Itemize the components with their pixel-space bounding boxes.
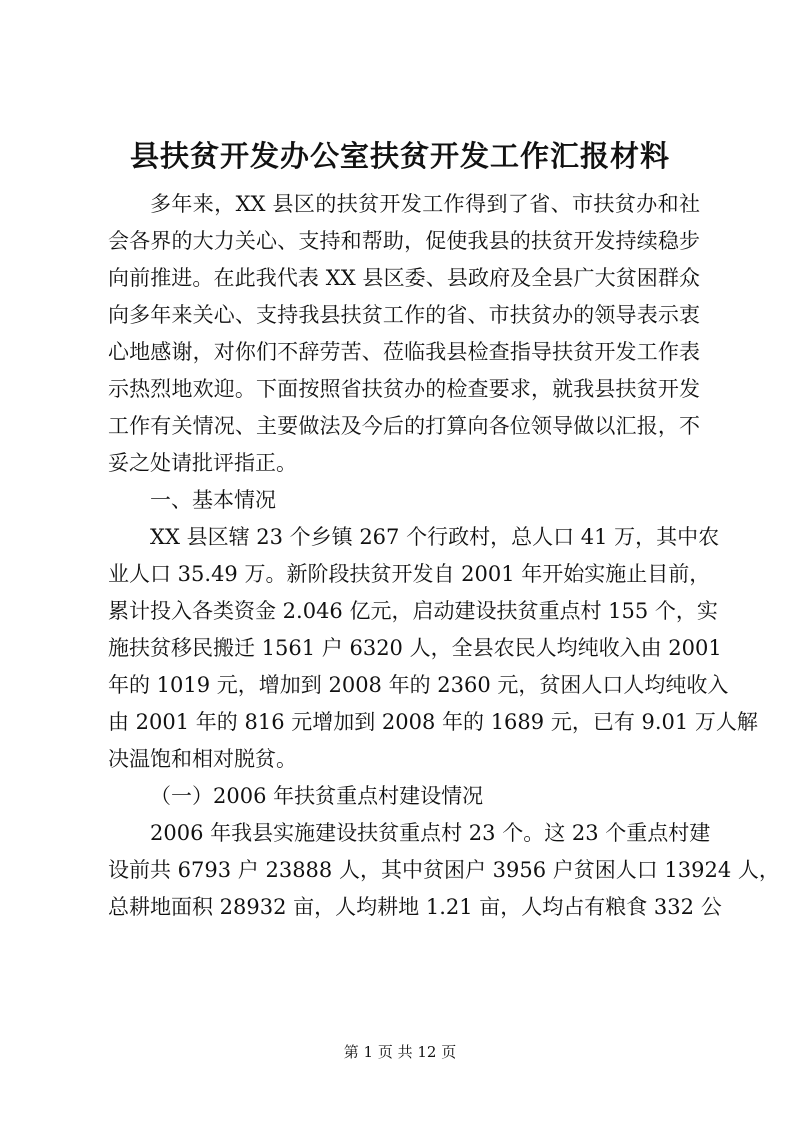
body-line: 2006 年我县实施建设扶贫重点村 23 个。这 23 个重点村建 (150, 821, 711, 845)
page-footer: 第 1 页 共 12 页 (343, 1043, 457, 1061)
body-line: 心地感谢，对你们不辞劳苦、莅临我县检查指导扶贫开发工作表 (108, 340, 700, 364)
body-line: XX 县区辖 23 个乡镇 267 个行政村，总人口 41 万，其中农 (150, 525, 720, 549)
subsection-heading: （一）2006 年扶贫重点村建设情况 (150, 784, 484, 808)
body-line: 设前共 6793 户 23888 人，其中贫困户 3956 户贫困人口 13924 人， (108, 858, 780, 882)
body-line: 示热烈地欢迎。下面按照省扶贫办的检查要求，就我县扶贫开发 (108, 377, 700, 401)
body-line: 决温饱和相对脱贫。 (108, 747, 297, 771)
body-line: 累计投入各类资金 2.046 亿元，启动建设扶贫重点村 155 个，实 (108, 599, 718, 623)
body-line: 多年来，XX 县区的扶贫开发工作得到了省、市扶贫办和社 (150, 192, 700, 216)
body-line: 施扶贫移民搬迁 1561 户 6320 人，全县农民人均纯收入由 2001 (108, 636, 722, 660)
document-title: 县扶贫开发办公室扶贫开发工作汇报材料 (129, 139, 670, 173)
body-line: 向前推进。在此我代表 XX 县区委、县政府及全县广大贫困群众 (108, 266, 700, 290)
body-line: 妥之处请批评指正。 (108, 451, 297, 475)
section-heading: 一、基本情况 (150, 488, 276, 512)
body-line: 总耕地面积 28932 亩，人均耕地 1.21 亩，人均占有粮食 332 公 (108, 895, 722, 919)
body-line: 向多年来关心、支持我县扶贫工作的省、市扶贫办的领导表示衷 (108, 303, 700, 327)
body-line: 年的 1019 元，增加到 2008 年的 2360 元，贫困人口人均纯收入 (108, 673, 729, 697)
body-line: 业人口 35.49 万。新阶段扶贫开发自 2001 年开始实施止目前， (108, 562, 711, 586)
body-line: 会各界的大力关心、支持和帮助，促使我县的扶贫开发持续稳步 (108, 229, 700, 253)
document-body (108, 186, 780, 926)
body-line: 由 2001 年的 816 元增加到 2008 年的 1689 元，已有 9.01 万人解 (108, 710, 758, 734)
body-line: 工作有关情况、主要做法及今后的打算向各位领导做以汇报，不 (108, 414, 700, 438)
